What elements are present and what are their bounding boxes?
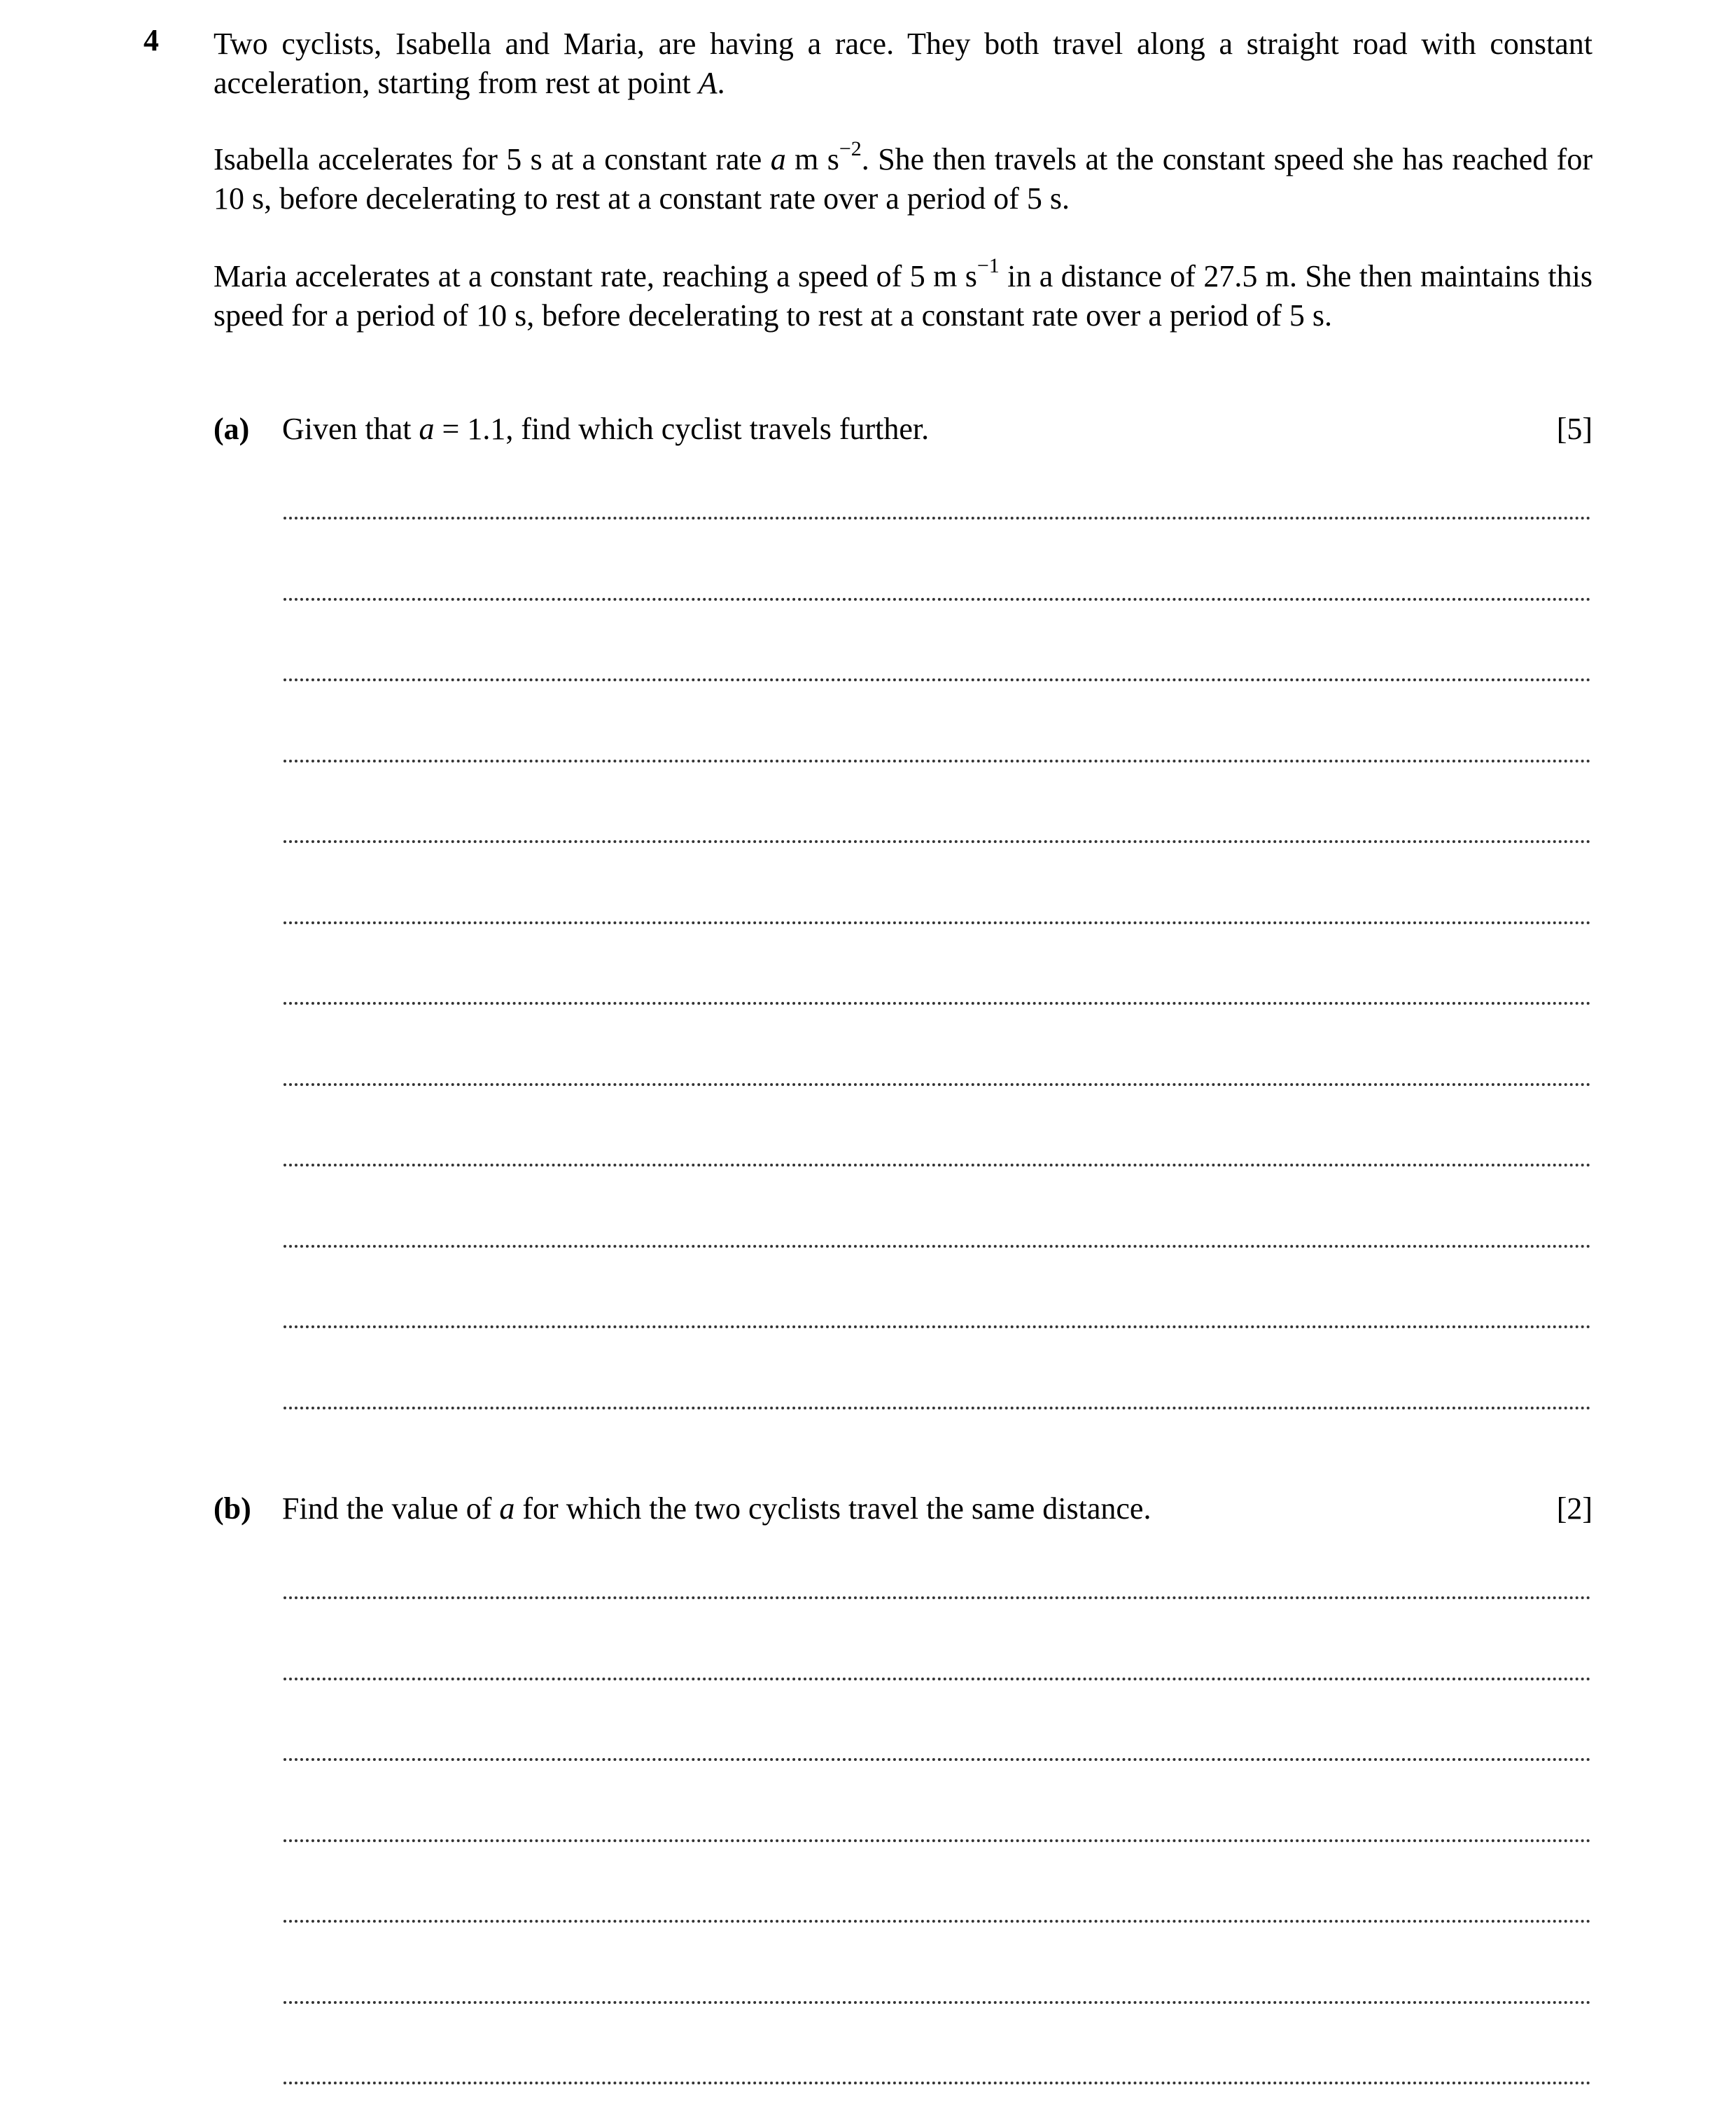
answer-line[interactable] <box>284 2082 1591 2084</box>
part-a-text <box>282 410 929 449</box>
answer-line[interactable] <box>284 678 1591 681</box>
point-label: A <box>698 66 718 100</box>
variable-a: a <box>419 412 435 446</box>
part-a-label: (a) <box>214 412 250 446</box>
answer-line[interactable] <box>284 1758 1591 1761</box>
answer-line[interactable] <box>284 1407 1591 1409</box>
answer-line[interactable] <box>284 921 1591 924</box>
answer-line[interactable] <box>284 1002 1591 1005</box>
unit-text: m s <box>785 142 839 176</box>
part-a-text-end: = 1.1, find which cyclist travels further. <box>434 412 930 446</box>
question-number: 4 <box>144 23 159 57</box>
maria-text-start: Maria accelerates at a constant rate, reaching a speed of 5 m s <box>214 259 977 293</box>
intro-text-end: . <box>717 66 725 100</box>
part-b-marks: [2] <box>1556 1491 1592 1526</box>
answer-line[interactable] <box>284 1083 1591 1086</box>
part-b-text <box>282 1489 1151 1528</box>
part-a-marks: [5] <box>1556 412 1592 446</box>
answer-line[interactable] <box>284 598 1591 601</box>
isabella-text-start: Isabella accelerates for 5 s at a constant rate <box>214 142 771 176</box>
part-b-text-end: for which the two cyclists travel the same distance. <box>514 1491 1152 1526</box>
answer-line[interactable] <box>284 1325 1591 1328</box>
variable-a: a <box>770 142 786 176</box>
variable-a: a <box>499 1491 515 1526</box>
answer-line[interactable] <box>284 840 1591 843</box>
answer-line[interactable] <box>284 760 1591 762</box>
unit-exponent: −1 <box>976 254 1000 277</box>
answer-line[interactable] <box>284 1839 1591 1842</box>
isabella-text-end: . She then travels at the constant speed she has reached for 10 s, before decelerating to rest at a constant rate over a period of 5 s. <box>214 142 1592 216</box>
intro-text: Two cyclists, Isabella and Maria, are having a race. They both travel along a straight road with constant acceleration, starting from rest at point <box>214 27 1592 100</box>
part-b <box>214 1489 1592 1531</box>
part-b-text-start: Find the value of <box>282 1491 500 1526</box>
answer-line[interactable] <box>284 1164 1591 1166</box>
isabella-paragraph <box>214 137 1592 218</box>
answer-line[interactable] <box>284 1245 1591 1248</box>
maria-paragraph <box>214 254 1593 335</box>
answer-line[interactable] <box>284 1920 1591 1923</box>
part-a <box>214 410 1592 452</box>
part-b-label: (b) <box>214 1491 251 1526</box>
part-a-text-start: Given that <box>282 412 419 446</box>
maria-text-end: in a distance of 27.5 m. She then maintains this speed for a period of 10 s, before decelerating to rest at a constant rate over a period of 5 s. <box>214 259 1593 333</box>
unit-exponent: −2 <box>839 137 862 160</box>
answer-line[interactable] <box>284 517 1591 520</box>
answer-line[interactable] <box>284 2001 1591 2004</box>
answer-line[interactable] <box>284 1678 1591 1680</box>
question-intro-paragraph <box>214 25 1592 103</box>
answer-line[interactable] <box>284 1596 1591 1599</box>
